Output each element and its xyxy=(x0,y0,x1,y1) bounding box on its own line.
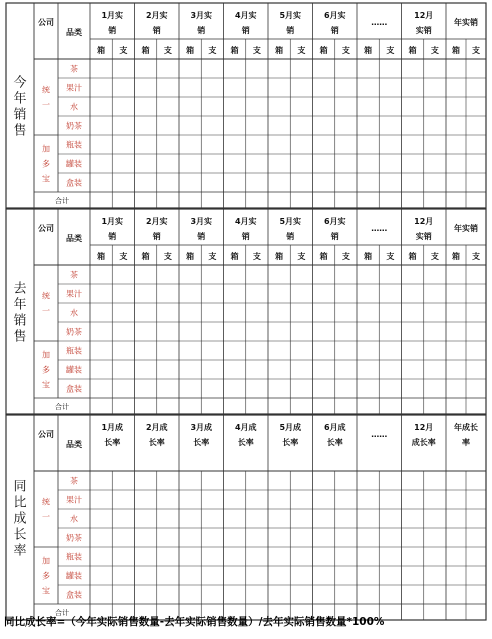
product-label: 茶 xyxy=(70,270,78,280)
subcol-piece-header: 支 xyxy=(163,46,172,55)
company-name-char: 宝 xyxy=(42,174,50,184)
month-header-line1: 12月 xyxy=(414,217,434,226)
section-label-char: 售 xyxy=(13,329,27,345)
company-name-char: 统 xyxy=(42,291,50,301)
company-header: 公司 xyxy=(38,18,54,27)
month-header-line1: 6月实 xyxy=(323,217,346,226)
subcol-box-header: 箱 xyxy=(319,252,328,261)
month-header-line2: 长率 xyxy=(326,438,343,447)
section-label-char: 成 xyxy=(13,511,27,527)
subcol-piece-header: 支 xyxy=(430,46,439,55)
month-header-line2: 成长率 xyxy=(411,438,436,447)
subcol-box-header: 箱 xyxy=(275,46,284,55)
month-header-line1: 4月实 xyxy=(234,11,257,20)
month-header-line2: 销 xyxy=(241,232,250,241)
month-header-line2: 销 xyxy=(241,26,250,35)
section-label-char: 销 xyxy=(13,107,27,123)
month-header-line1: 12月 xyxy=(414,423,434,432)
month-header-line1: 5月实 xyxy=(279,217,302,226)
subcol-piece-header: 支 xyxy=(341,46,350,55)
month-header-line2: 长率 xyxy=(193,438,210,447)
month-header-line1: 1月实 xyxy=(101,11,124,20)
month-header-line1: 12月 xyxy=(414,11,434,20)
subcol-piece-header: 支 xyxy=(386,252,395,261)
month-header-line2: 销 xyxy=(197,232,206,241)
month-header-line2: 销 xyxy=(286,26,295,35)
subcol-box-header: 箱 xyxy=(452,46,460,55)
company-name-char: 加 xyxy=(42,556,50,566)
month-header-line1: 2月成 xyxy=(145,423,168,432)
month-header-line2: 长率 xyxy=(282,438,299,447)
subcol-piece-header: 支 xyxy=(252,46,261,55)
subcol-piece-header: 支 xyxy=(430,252,439,261)
product-label: 盒装 xyxy=(66,590,82,600)
product-label: 罐装 xyxy=(66,365,82,375)
growth-rate-formula: 同比成长率=（今年实际销售数量-去年实际销售数量）/去年实际销售数量*100% xyxy=(4,616,385,628)
subcol-box-header: 箱 xyxy=(364,252,373,261)
month-header-line2: 销 xyxy=(152,26,161,35)
subcol-piece-header: 支 xyxy=(208,46,217,55)
month-header-line2: 长率 xyxy=(148,438,165,447)
subcol-piece-header: 支 xyxy=(297,46,306,55)
month-header-line1: 2月实 xyxy=(145,11,168,20)
section-label-char: 年 xyxy=(13,297,27,313)
month-header-line2: 销 xyxy=(197,26,206,35)
subcol-box-header: 箱 xyxy=(97,46,106,55)
subcol-box-header: 箱 xyxy=(97,252,106,261)
product-label: 奶茶 xyxy=(66,327,82,337)
subcol-box-header: 箱 xyxy=(186,46,195,55)
company-name-char: 多 xyxy=(42,365,50,375)
product-label: 水 xyxy=(70,308,78,318)
subcol-box-header: 箱 xyxy=(230,252,239,261)
month-header-line2: 实销 xyxy=(415,232,432,241)
company-name-char: 多 xyxy=(42,159,50,169)
company-name-char: 加 xyxy=(42,144,50,154)
month-header-line1: 年成长 xyxy=(454,423,478,432)
subcol-piece-header: 支 xyxy=(119,252,128,261)
month-header-line2: 销 xyxy=(286,232,295,241)
subcol-piece-header: 支 xyxy=(119,46,128,55)
company-header: 公司 xyxy=(38,224,54,233)
company-name-char: 多 xyxy=(42,571,50,581)
subcol-box-header: 箱 xyxy=(452,252,460,261)
month-header-line2: 销 xyxy=(330,232,339,241)
subcol-box-header: 箱 xyxy=(319,46,328,55)
product-label: 盒装 xyxy=(66,384,82,394)
month-header-line1: 3月实 xyxy=(190,217,213,226)
month-header-line1: 1月实 xyxy=(101,217,124,226)
category-header: 品类 xyxy=(66,234,82,243)
month-header-line2: 销 xyxy=(108,232,117,241)
subcol-piece-header: 支 xyxy=(386,46,395,55)
section-label-char: 售 xyxy=(13,123,27,139)
product-label: 果汁 xyxy=(66,83,82,93)
section-label-char: 率 xyxy=(13,543,27,559)
month-header-line1: 3月实 xyxy=(190,11,213,20)
subcol-piece-header: 支 xyxy=(472,46,480,55)
month-header: 年实销 xyxy=(454,18,478,27)
category-header: 品类 xyxy=(66,28,82,37)
subcol-piece-header: 支 xyxy=(208,252,217,261)
company-name-char: 宝 xyxy=(42,380,50,390)
month-header-line2: 销 xyxy=(330,26,339,35)
company-name-char: 一 xyxy=(42,100,50,110)
product-label: 瓶装 xyxy=(66,346,82,356)
section-label-char: 比 xyxy=(13,495,27,511)
month-header-line1: 2月实 xyxy=(145,217,168,226)
subcol-piece-header: 支 xyxy=(297,252,306,261)
month-header-line1: 5月成 xyxy=(279,423,302,432)
month-header-line1: 4月成 xyxy=(234,423,257,432)
section-label-char: 今 xyxy=(13,75,27,91)
month-header-line1: 6月实 xyxy=(323,11,346,20)
month-header-line2: 销 xyxy=(108,26,117,35)
product-label: 盒装 xyxy=(66,178,82,188)
product-label: 水 xyxy=(70,514,78,524)
month-header: …… xyxy=(371,18,388,27)
product-label: 奶茶 xyxy=(66,121,82,131)
product-label: 瓶装 xyxy=(66,552,82,562)
month-header-line2: 长率 xyxy=(237,438,254,447)
subcol-box-header: 箱 xyxy=(408,46,417,55)
product-label: 茶 xyxy=(70,476,78,486)
subcol-box-header: 箱 xyxy=(230,46,239,55)
company-name-char: 宝 xyxy=(42,586,50,596)
month-header-line2: 销 xyxy=(152,232,161,241)
subcol-box-header: 箱 xyxy=(408,252,417,261)
product-label: 果汁 xyxy=(66,289,82,299)
month-header-line2: 长率 xyxy=(104,438,121,447)
subcol-box-header: 箱 xyxy=(364,46,373,55)
total-label: 合计 xyxy=(55,609,69,617)
company-name-char: 一 xyxy=(42,512,50,522)
sales-grid-table xyxy=(6,3,490,617)
section-label-char: 去 xyxy=(13,281,27,297)
total-label: 合计 xyxy=(55,403,69,411)
product-label: 果汁 xyxy=(66,495,82,505)
month-header-line1: 6月成 xyxy=(323,423,346,432)
subcol-piece-header: 支 xyxy=(341,252,350,261)
sales-sheet xyxy=(6,3,490,617)
product-label: 罐装 xyxy=(66,159,82,169)
company-name-char: 加 xyxy=(42,350,50,360)
company-name-char: 统 xyxy=(42,497,50,507)
month-header: …… xyxy=(371,430,388,439)
subcol-piece-header: 支 xyxy=(472,252,480,261)
company-name-char: 一 xyxy=(42,306,50,316)
subcol-box-header: 箱 xyxy=(275,252,284,261)
section-label-char: 长 xyxy=(13,527,27,543)
product-label: 瓶装 xyxy=(66,140,82,150)
product-label: 罐装 xyxy=(66,571,82,581)
subcol-piece-header: 支 xyxy=(163,252,172,261)
month-header-line1: 4月实 xyxy=(234,217,257,226)
subcol-box-header: 箱 xyxy=(186,252,195,261)
month-header-line2: 率 xyxy=(462,438,470,447)
month-header-line2: 实销 xyxy=(415,26,432,35)
product-label: 水 xyxy=(70,102,78,112)
category-header: 品类 xyxy=(66,440,82,449)
product-label: 茶 xyxy=(70,64,78,74)
subcol-box-header: 箱 xyxy=(141,252,150,261)
subcol-box-header: 箱 xyxy=(141,46,150,55)
total-label: 合计 xyxy=(55,197,69,205)
product-label: 奶茶 xyxy=(66,533,82,543)
subcol-piece-header: 支 xyxy=(252,252,261,261)
month-header-line1: 5月实 xyxy=(279,11,302,20)
month-header: 年实销 xyxy=(454,224,478,233)
month-header: …… xyxy=(371,224,388,233)
section-label-char: 销 xyxy=(13,313,27,329)
section-label-char: 同 xyxy=(13,479,27,495)
month-header-line1: 3月成 xyxy=(190,423,213,432)
section-label-char: 年 xyxy=(13,91,27,107)
month-header-line1: 1月成 xyxy=(101,423,124,432)
company-header: 公司 xyxy=(38,430,54,439)
company-name-char: 统 xyxy=(42,85,50,95)
